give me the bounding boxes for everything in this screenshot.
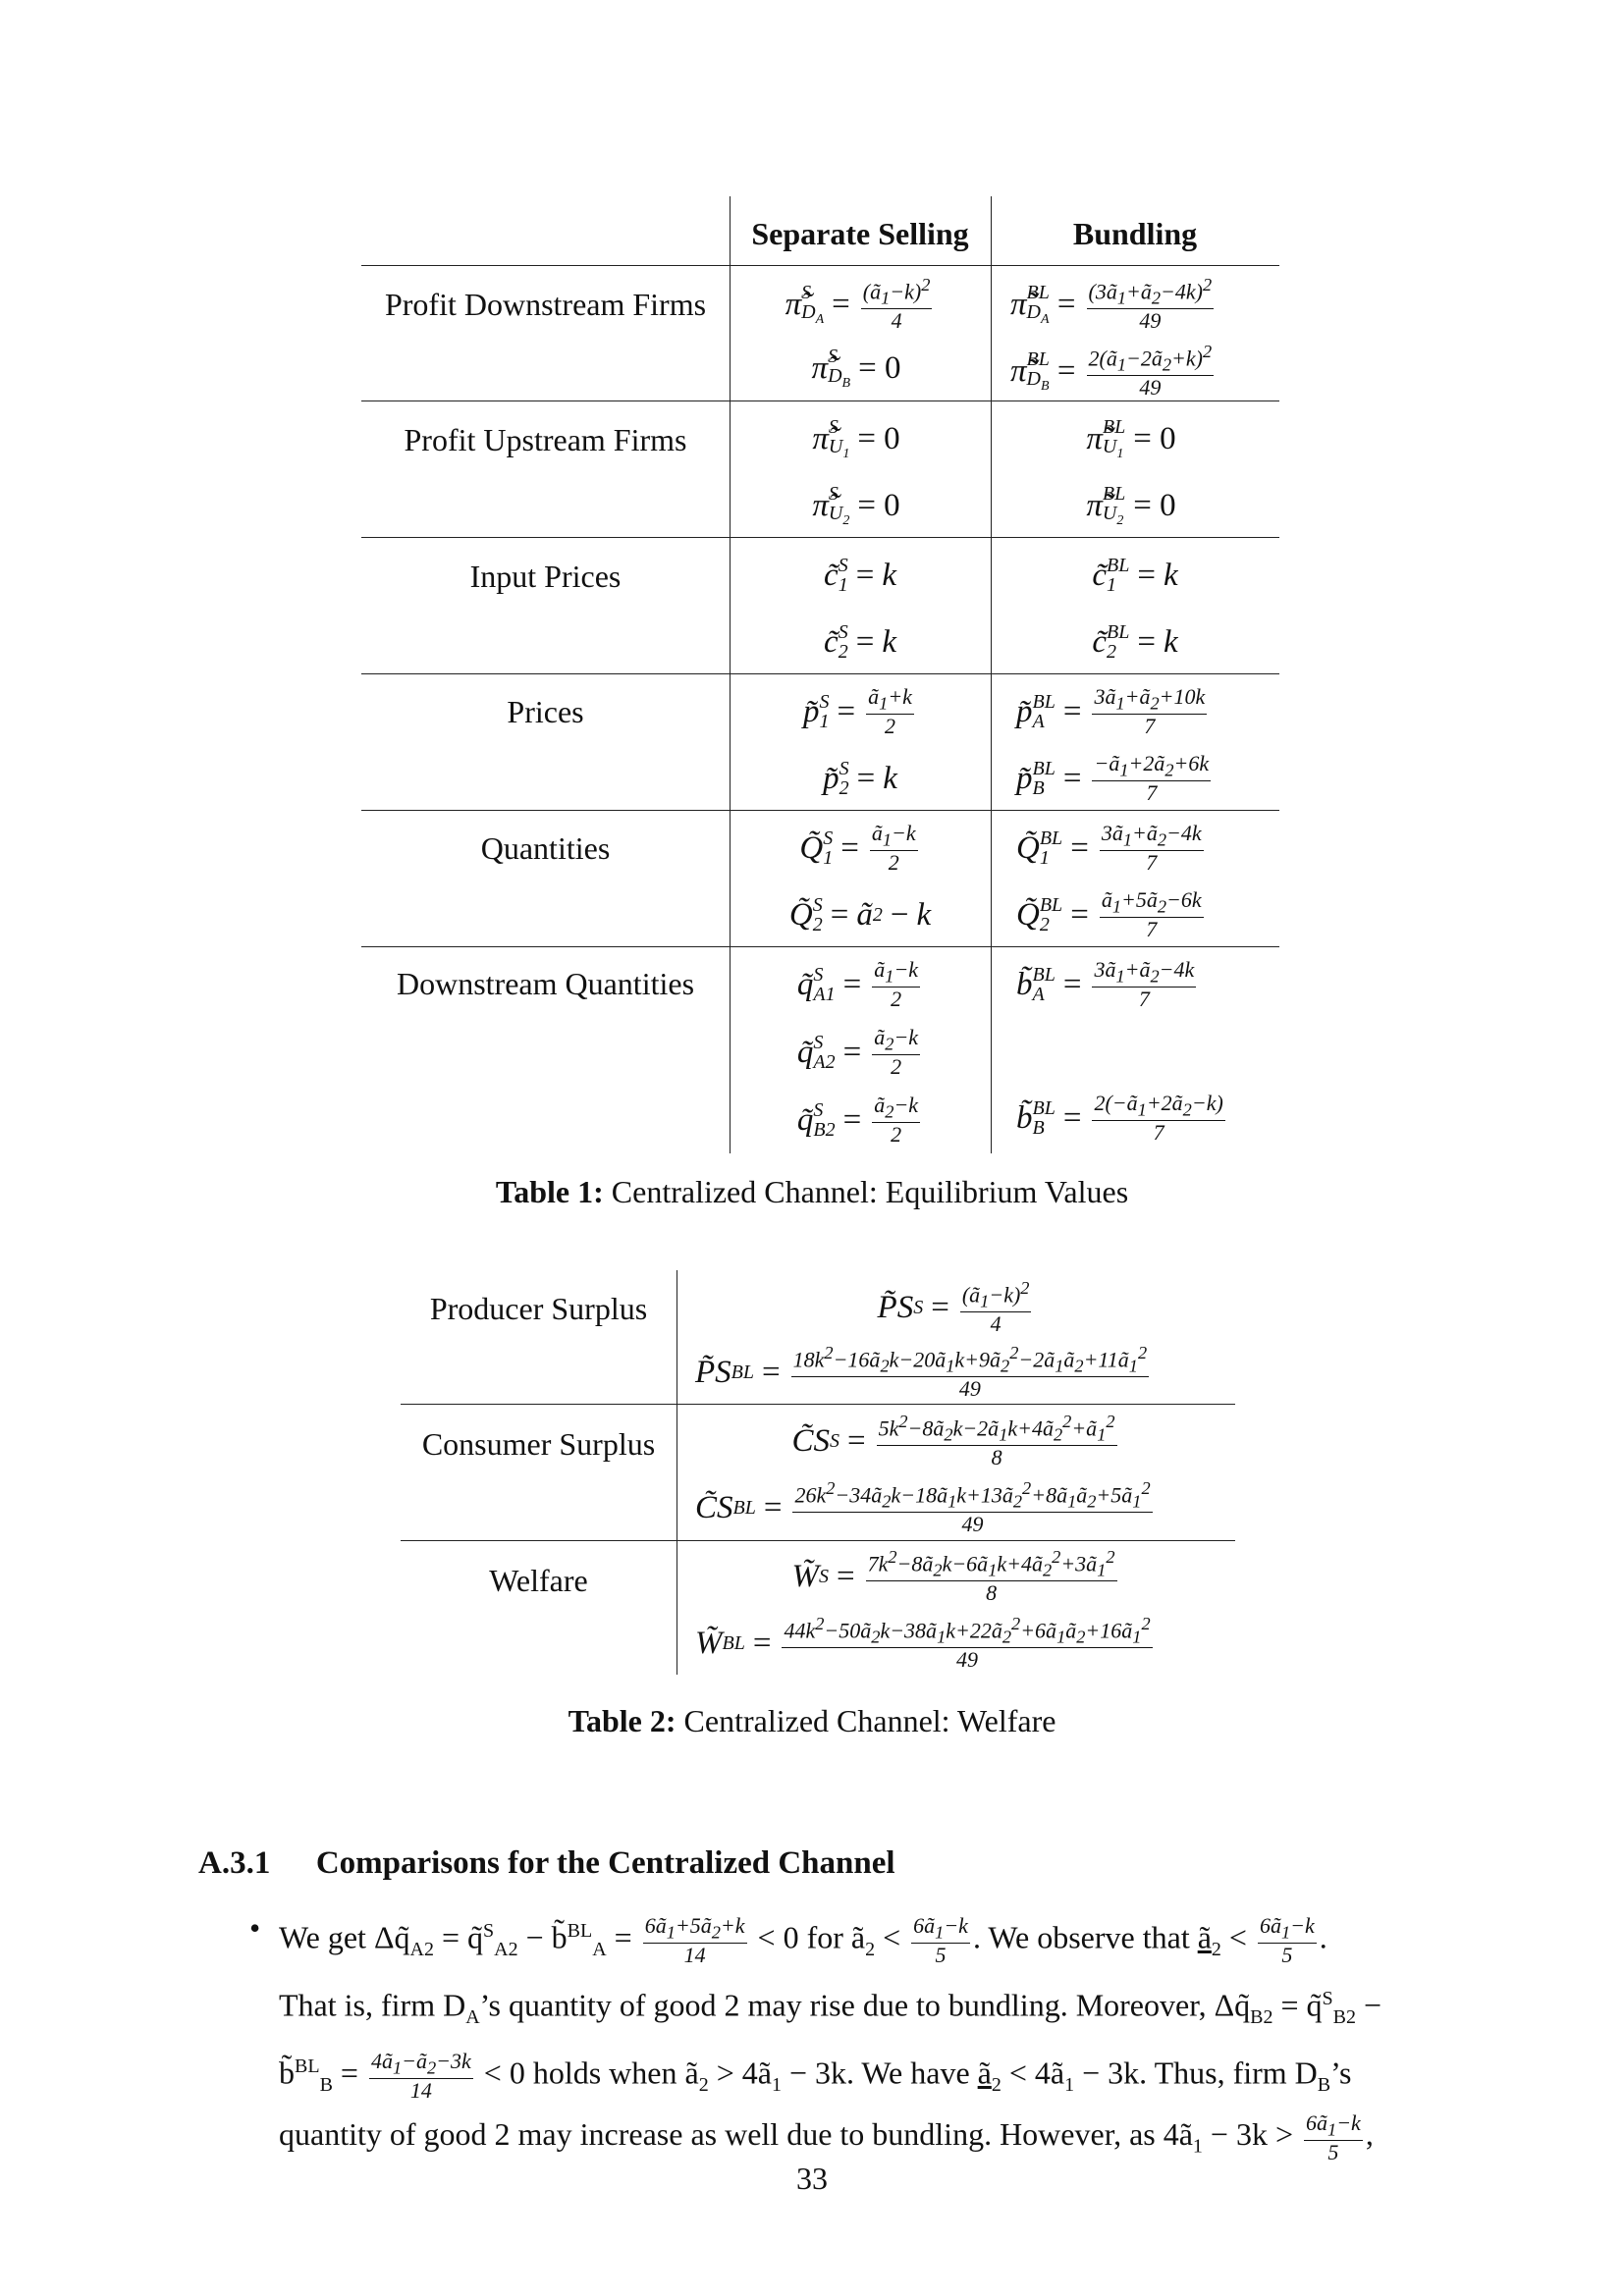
formula-bB-BL: b̃ BL B = $\frac{2(-ã_1+2ã_2-k)}{7}$ bbox=[1016, 1090, 1223, 1145]
table-2-caption bbox=[0, 1703, 1624, 1739]
formula-W-S: W̃ S = $\frac{7k^2-8ã_2k-6ã_1k+4ã_2^2+3ã_1^2}{8}$ bbox=[791, 1547, 1115, 1606]
paragraph-line-3: b̃$^{BL}_B$ = $\frac{4ã_1-ã_2-3k}{14}$ < 0 holds when $ã_2$ > $4ã_1 - 3k$. We have $ã_2$ < $4ã_1 - 3k$. Thus, firm $D_B’s$ bbox=[279, 2049, 1352, 2104]
formula-c2-BL: c̃ BL 2 = k bbox=[1092, 621, 1178, 663]
formula-c1-S: c̃ S 1 = k bbox=[824, 555, 896, 596]
formula-Q2-S: Q̃ S 2 = ã 2 − k bbox=[788, 894, 932, 935]
table-1-caption bbox=[0, 1174, 1624, 1210]
row-label-prices: Prices bbox=[507, 694, 584, 729]
row-label-profit-upstream: Profit Upstream Firms bbox=[404, 422, 687, 457]
formula-pi-DB-BL: π̃ BL $D_B$ = $\frac{2(ã_1-2ã_2+k)^2}{49}$ bbox=[1010, 342, 1213, 400]
table-1-caption-text: Centralized Channel: Equilibrium Values bbox=[611, 1174, 1129, 1209]
formula-PS-S: P̃S S = $\frac{(ã_1-k)^2}{4}$ bbox=[877, 1278, 1030, 1337]
table-2-caption-label: Table 2: bbox=[568, 1703, 677, 1738]
formula-c2-S: c̃ S 2 = k bbox=[824, 621, 896, 663]
table-1-caption-label: Table 1: bbox=[495, 1174, 604, 1209]
formula-Q2-BL: Q̃ BL 2 = $\frac{ã_1+5ã_2-6k}{7}$ bbox=[1016, 886, 1202, 941]
bullet-paragraph bbox=[279, 1906, 1437, 2171]
formula-pi-U2-S: π̃ S $U_2$ = 0 bbox=[812, 482, 900, 528]
formula-qB2-S: q̃ S B2 = $\frac{ã_2-k}{2}$ bbox=[796, 1092, 919, 1147]
formula-pi-U2-BL: π̃ BL $U_2$ = 0 bbox=[1086, 482, 1176, 528]
formula-qA1-S: q̃ S A1 = $\frac{ã_1-k}{2}$ bbox=[796, 956, 919, 1011]
formula-qA2-S: q̃ S A2 = $\frac{ã_2-k}{2}$ bbox=[796, 1024, 919, 1079]
formula-CS-S: C̃S S = $\frac{5k^2-8ã_2k-2ã_1k+4ã_2^2+ã_1^2}{8}$ bbox=[791, 1412, 1115, 1470]
formula-pB-BL: p̃ BL B = $\frac{-ã_1+2ã_2+6k}{7}$ bbox=[1016, 750, 1210, 805]
paragraph-line-1: We get $\Delta q̃_{A2}$ = q̃$^S_{A2}$ − b̃$^{BL}_A$ = $\frac{6ã_1+5ã_2+k}{14}$ < 0 for $ã_2$ < $\frac{6ã_1-k}{5}$ . We observe that $ã_2$ < $\frac{6ã_1-k}{5}$ . bbox=[279, 1913, 1327, 1968]
formula-p1-S: p̃ S 1 = $\frac{ã_1+k}{2}$ bbox=[803, 683, 912, 738]
formula-pi-DA-BL: π̃ BL $D_A$ = $\frac{(3ã_1+ã_2-4k)^2}{49}$ bbox=[1010, 275, 1213, 334]
header-separate-selling: Separate Selling bbox=[751, 216, 969, 251]
formula-bA-BL: b̃ BL A = $\frac{3ã_1+ã_2-4k}{7}$ bbox=[1016, 956, 1195, 1011]
formula-W-BL: W̃ BL = $\frac{44k^2-50ã_2k-38ã_1k+22ã_2^2+6ã_1ã_2+16ã_1^2}{49}$ bbox=[695, 1614, 1151, 1673]
formula-pA-BL: p̃ BL A = $\frac{3ã_1+ã_2+10k}{7}$ bbox=[1016, 683, 1206, 738]
section-heading bbox=[198, 1845, 895, 1882]
formula-p2-S: p̃ S 2 = k bbox=[823, 758, 897, 799]
row-label-producer-surplus: Producer Surplus bbox=[429, 1291, 648, 1326]
paragraph-line-2: That is, firm $D_A’s$ quantity of good 2 may rise due to bundling. Moreover, $\Delta q̃_{B2}$ = q̃$^S_{B2}$ − bbox=[279, 1987, 1382, 2029]
row-label-input-prices: Input Prices bbox=[469, 559, 622, 594]
header-bundling: Bundling bbox=[1072, 216, 1198, 251]
formula-c1-BL: c̃ BL 1 = k bbox=[1092, 555, 1178, 596]
formula-PS-BL: P̃S BL = $\frac{18k^2-16ã_2k-20ã_1k+9ã_2^2-2ã_1ã_2+11ã_1^2}{49}$ bbox=[695, 1343, 1148, 1402]
table-2-caption-text: Centralized Channel: Welfare bbox=[683, 1703, 1056, 1738]
formula-CS-BL: C̃S BL = $\frac{26k^2-34ã_2k-18ã_1k+13ã_2^2+8ã_1ã_2+5ã_1^2}{49}$ bbox=[695, 1478, 1151, 1537]
row-label-welfare: Welfare bbox=[489, 1563, 588, 1598]
row-label-profit-downstream: Profit Downstream Firms bbox=[384, 287, 707, 322]
formula-pi-DB-S: π̃ S $D_B$ = 0 bbox=[811, 345, 901, 391]
page-number: 33 bbox=[796, 2161, 828, 2196]
formula-pi-U1-S: π̃ S $U_1$ = 0 bbox=[812, 415, 900, 461]
formula-Q1-S: Q̃ S 1 = $\frac{ã_1-k}{2}$ bbox=[799, 820, 916, 875]
section-number: A.3.1 bbox=[198, 1845, 271, 1881]
row-label-downstream-quantities: Downstream Quantities bbox=[396, 966, 695, 1001]
formula-pi-DA-S: π̃ S $D_A$ = $\frac{(ã_1-k)^2}{4}$ bbox=[785, 275, 931, 334]
row-label-consumer-surplus: Consumer Surplus bbox=[421, 1426, 656, 1462]
formula-pi-U1-BL: π̃ BL $U_1$ = 0 bbox=[1086, 415, 1176, 461]
section-title: Comparisons for the Centralized Channel bbox=[315, 1845, 895, 1881]
paragraph-line-4: quantity of good 2 may increase as well due to bundling. However, as $4ã_1 - 3k$ > $\frac{6ã_1-k}{5}$ , bbox=[279, 2109, 1374, 2164]
row-label-quantities: Quantities bbox=[480, 830, 611, 866]
formula-Q1-BL: Q̃ BL 1 = $\frac{3ã_1+ã_2-4k}{7}$ bbox=[1016, 820, 1202, 875]
bullet-marker: • bbox=[249, 1910, 261, 1946]
